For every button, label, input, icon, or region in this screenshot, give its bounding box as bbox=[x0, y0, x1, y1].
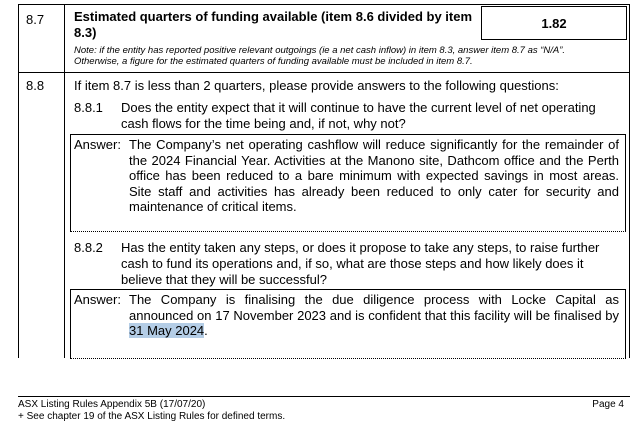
answer-8-8-2-box[interactable] bbox=[70, 289, 626, 359]
answer-8-8-2-text bbox=[129, 292, 619, 339]
question-8-8-1-text: Does the entity expect that it will continue to have the current level of net operating cash flows for the time being and, if not, why not? bbox=[121, 100, 596, 131]
section-8-7-title: Estimated quarters of funding available (item 8.6 divided by item 8.3) bbox=[74, 9, 473, 40]
answer-8-8-2-prefix: The Company is finalising the due diligence process with Locke Capital as announced on 17 November 2023 and is confident that this facility will be finalised by bbox=[129, 292, 619, 323]
answer-8-8-1-text: The Company’s net operating cashflow will reduce significantly for the remainder of the 2024 Financial Year. Activities at the Manono site, Dathcom office and the Perth office has been reduced to a bare minimum with expected savings in most areas. Site staff and activities has already been reduced to only cater for security and maintenance of critical items. bbox=[129, 137, 619, 214]
question-8-8-1-number: 8.8.1 bbox=[74, 100, 103, 115]
section-divider bbox=[18, 72, 630, 73]
answer-8-8-2-label: Answer: bbox=[74, 292, 121, 307]
page-number: Page 4 bbox=[592, 399, 624, 410]
note-line-2: Otherwise, a figure for the estimated quarters of funding available must be included in item 8.7. bbox=[74, 56, 473, 67]
quarters-value: 1.82 bbox=[541, 15, 567, 31]
note-line-1: Note: if the entity has reported positive relevant outgoings (ie a net cash inflow) in item 8.3, answer item 8.7 as “N/A”. bbox=[74, 45, 566, 56]
top-border bbox=[18, 4, 630, 5]
section-8-8-intro: If item 8.7 is less than 2 quarters, please provide answers to the following questions: bbox=[74, 78, 559, 93]
right-border bbox=[629, 4, 630, 358]
footer-doc-ref: ASX Listing Rules Appendix 5B (17/07/20) bbox=[18, 399, 206, 410]
left-border bbox=[18, 4, 19, 358]
quarters-value-box bbox=[481, 6, 627, 40]
number-column-divider bbox=[64, 4, 65, 358]
answer-8-8-1-box[interactable] bbox=[70, 134, 626, 232]
question-8-8-2-number: 8.8.2 bbox=[74, 240, 103, 255]
footer-left bbox=[18, 399, 285, 423]
answer-8-8-2-highlighted-date: 31 May 2024 bbox=[129, 323, 205, 338]
answer-8-8-1-label: Answer: bbox=[74, 137, 121, 152]
footer-rule bbox=[18, 396, 630, 397]
section-8-8-number: 8.8 bbox=[26, 78, 45, 93]
answer-8-8-2-suffix: . bbox=[204, 323, 208, 338]
section-8-7-note bbox=[74, 45, 624, 67]
question-8-8-2-text: Has the entity taken any steps, or does it propose to take any steps, to raise further cash to fund its operations and, if so, what are those steps and how likely does it believe that they will be successful? bbox=[121, 240, 600, 287]
footer-terms-note: + See chapter 19 of the ASX Listing Rules for defined terms. bbox=[18, 411, 286, 422]
section-8-7-number: 8.7 bbox=[26, 12, 45, 27]
